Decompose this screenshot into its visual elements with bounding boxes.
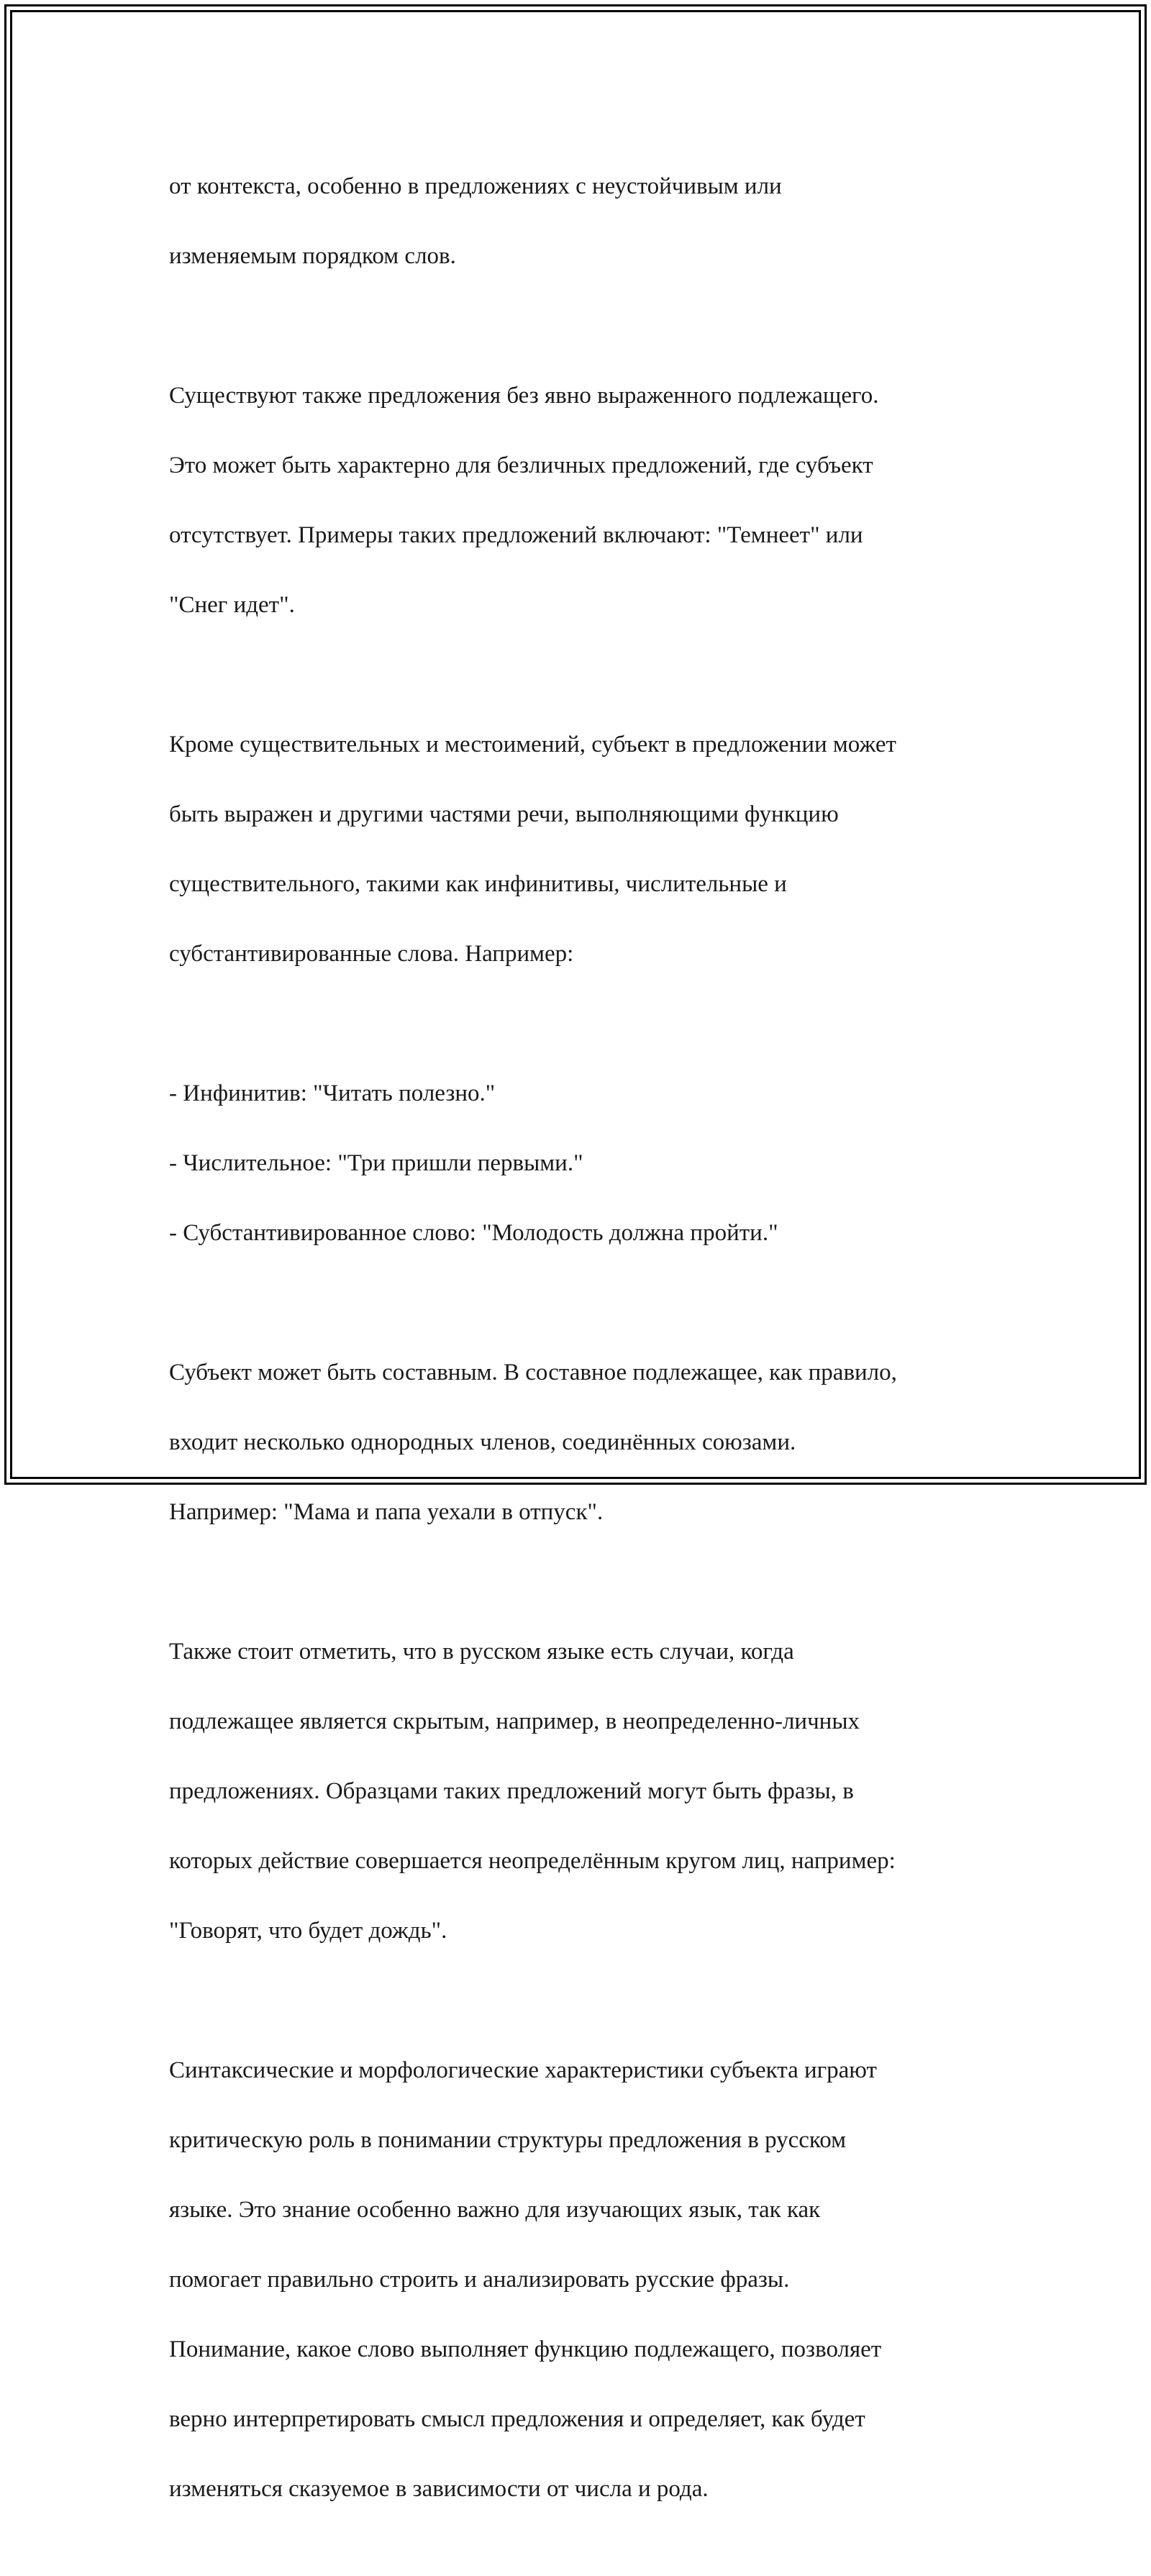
list-item: - Числительное: "Три пришли первыми." <box>169 1150 583 1176</box>
paragraph-hidden-subject <box>169 1599 1004 1983</box>
text-line: "Снег идет". <box>169 591 295 618</box>
paragraph-context <box>169 134 1004 309</box>
list-item: - Инфинитив: "Читать полезно." <box>169 1080 496 1106</box>
text-line: которых действие совершается неопределённым кругом лиц, например: <box>169 1847 896 1874</box>
paragraph-parts-of-speech <box>169 692 1004 1006</box>
text-line: Кроме существительных и местоимений, субъект в предложении может <box>169 731 896 757</box>
text-line: от контекста, особенно в предложениях с неустойчивым или <box>169 173 782 199</box>
text-line: Синтаксические и морфологические характеристики субъекта играют <box>169 2057 877 2083</box>
text-line: Например: "Мама и папа уехали в отпуск". <box>169 1498 604 1525</box>
text-line: входит несколько однородных членов, соединённых союзами. <box>169 1429 796 1455</box>
text-line: Это может быть характерно для безличных предложений, где субъект <box>169 452 873 478</box>
text-line: субстантивированные слова. Например: <box>169 940 574 967</box>
text-line: существительного, такими как инфинитивы, числительные и <box>169 870 787 897</box>
list-item: - Субстантивированное слово: "Молодость должна пройти." <box>169 1219 778 1246</box>
text-line: критическую роль в понимании структуры предложения в русском <box>169 2126 847 2153</box>
text-line: предложениях. Образцами таких предложений могут быть фразы, в <box>169 1778 854 1804</box>
text-line: "Говорят, что будет дождь". <box>169 1917 447 1944</box>
paragraph-impersonal <box>169 343 1004 657</box>
text-line: изменяемым порядком слов. <box>169 242 456 269</box>
text-line: Существуют также предложения без явно выраженного подлежащего. <box>169 382 879 409</box>
text-line: Также стоит отметить, что в русском языке есть случаи, когда <box>169 1638 794 1665</box>
paragraph-conclusion <box>169 2018 1004 2541</box>
document-body <box>169 134 1004 2576</box>
text-line: быть выражен и другими частями речи, выполняющими функцию <box>169 801 839 827</box>
text-line: помогает правильно строить и анализировать русские фразы. <box>169 2266 790 2293</box>
text-line: Понимание, какое слово выполняет функцию подлежащего, позволяет <box>169 2336 882 2362</box>
text-line: отсутствует. Примеры таких предложений включают: "Темнеет" или <box>169 522 863 548</box>
paragraph-examples-list <box>169 1041 1004 1285</box>
text-line: подлежащее является скрытым, например, в неопределенно-личных <box>169 1708 860 1734</box>
paragraph-compound-subject <box>169 1320 1004 1565</box>
text-line: изменяться сказуемое в зависимости от числа и рода. <box>169 2475 709 2502</box>
text-line: языке. Это знание особенно важно для изучающих язык, так как <box>169 2196 821 2223</box>
text-line: Субъект может быть составным. В составное подлежащее, как правило, <box>169 1359 897 1385</box>
text-line: верно интерпретировать смысл предложения и определяет, как будет <box>169 2406 865 2432</box>
